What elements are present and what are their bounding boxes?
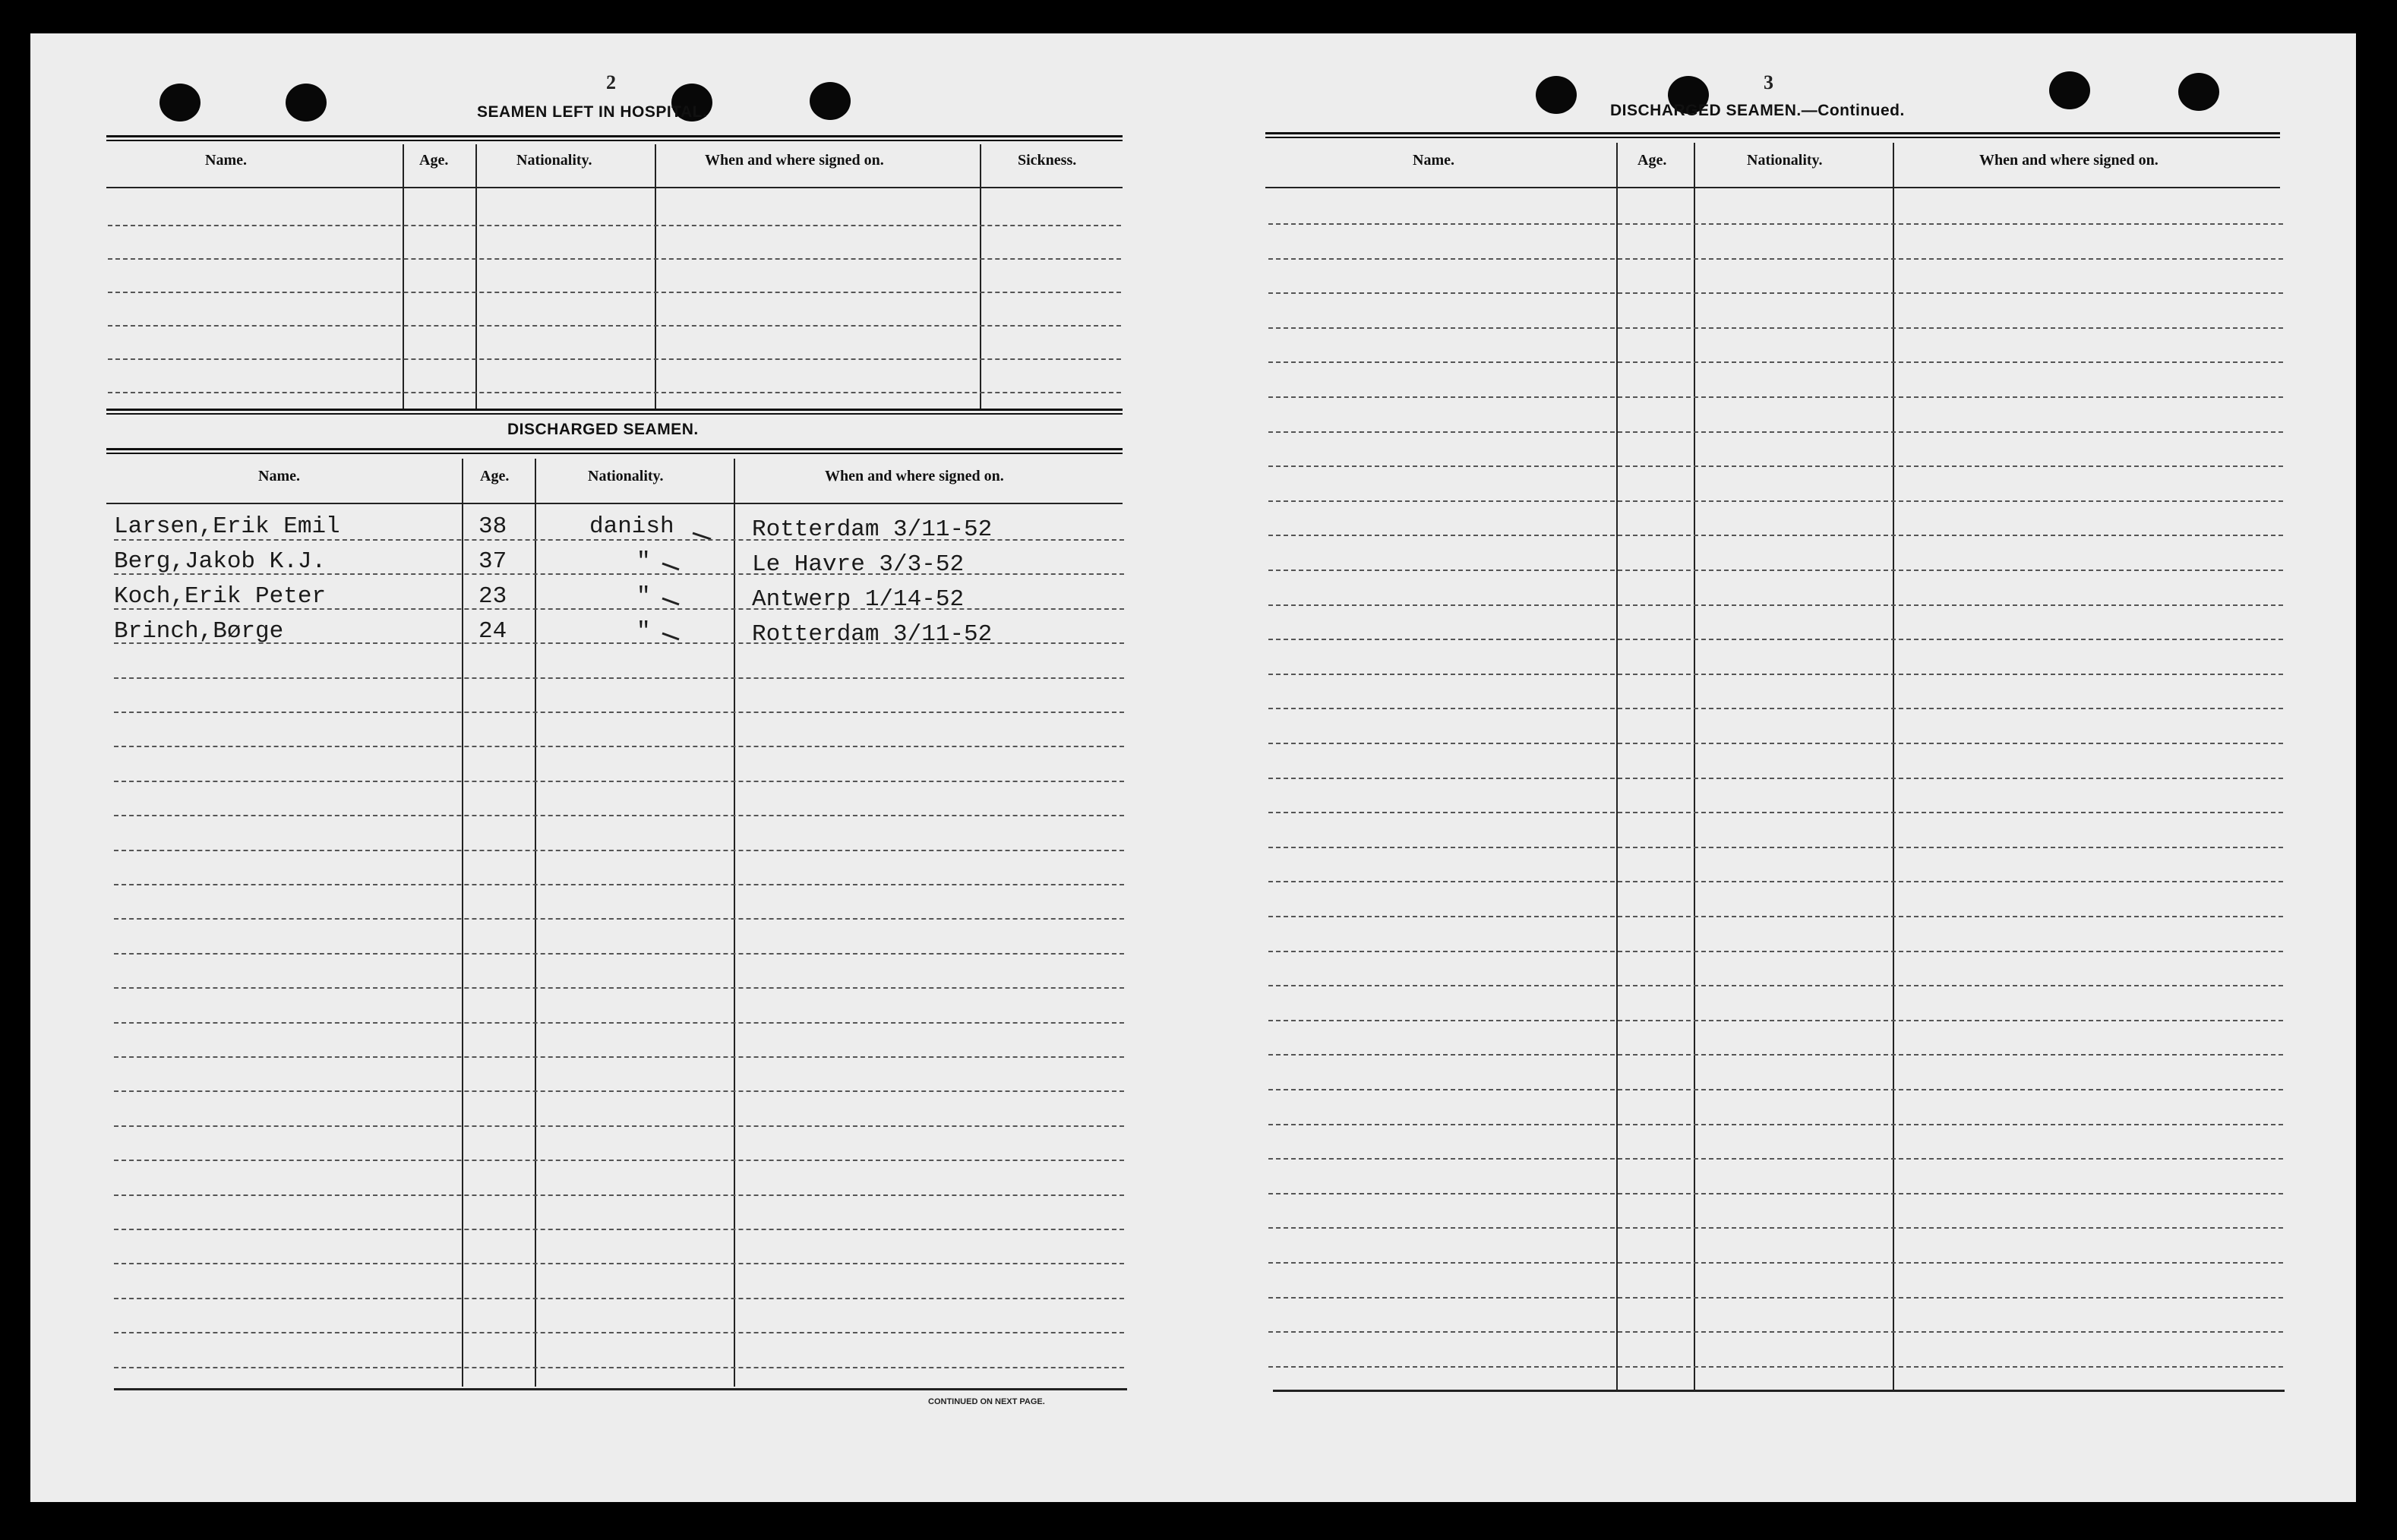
row-line: [1268, 223, 2283, 225]
row-line: [114, 781, 1124, 782]
seaman-age: 38: [478, 513, 507, 540]
discharged-section-title: DISCHARGED SEAMEN.: [507, 421, 699, 438]
col-header-signed-on: When and where signed on.: [705, 152, 884, 169]
row-line: [1268, 847, 2283, 848]
row-line: [114, 1090, 1124, 1092]
seaman-signed-on: Antwerp 1/14-52: [752, 586, 965, 613]
row-line: [114, 850, 1124, 851]
row-line: [1268, 1297, 2283, 1299]
row-line: [114, 608, 1124, 610]
seaman-name: Koch,Erik Peter: [114, 583, 327, 610]
row-line: [1268, 1020, 2283, 1021]
check-mark: [693, 533, 711, 539]
col-header-age: Age.: [480, 468, 510, 484]
row-line: [114, 539, 1124, 541]
hospital-section-title: SEAMEN LEFT IN HOSPITAL.: [477, 103, 708, 121]
col-header-nationality: Nationality.: [1747, 152, 1823, 169]
page-number: 2: [606, 71, 616, 93]
row-line: [1268, 1366, 2283, 1368]
row-line: [1268, 327, 2283, 329]
seaman-nationality: ": [636, 618, 651, 645]
seaman-nationality: ": [636, 548, 651, 575]
col-header-name: Name.: [258, 468, 300, 484]
row-line: [114, 1022, 1124, 1024]
row-line: [1268, 1124, 2283, 1125]
col-header-sickness: Sickness.: [1018, 152, 1077, 169]
row-line: [114, 573, 1124, 575]
row-line: [114, 677, 1124, 679]
rule: [114, 1388, 1127, 1390]
row-line: [1268, 639, 2283, 640]
check-mark: [662, 563, 679, 570]
row-line: [1268, 535, 2283, 536]
row-line: [114, 1229, 1124, 1230]
seaman-signed-on: Rotterdam 3/11-52: [752, 516, 993, 543]
row-line: [1268, 778, 2283, 779]
row-line: [1268, 812, 2283, 813]
row-line: [114, 815, 1124, 816]
col-header-name: Name.: [205, 152, 247, 169]
right-section-title: DISCHARGED SEAMEN.—Continued.: [1610, 102, 1905, 119]
row-line: [1268, 1331, 2283, 1333]
row-line: [1268, 258, 2283, 260]
column-divider: [1616, 143, 1618, 1390]
row-line: [1268, 500, 2283, 502]
col-header-signed-on: When and where signed on.: [825, 468, 1004, 484]
row-line: [114, 1056, 1124, 1058]
row-line: [1268, 1262, 2283, 1264]
rule: [1265, 187, 2280, 188]
check-mark: [662, 633, 679, 639]
continued-note: CONTINUED ON NEXT PAGE.: [928, 1397, 1045, 1406]
seaman-age: 24: [478, 618, 507, 645]
row-line: [114, 1332, 1124, 1333]
row-line: [1268, 881, 2283, 882]
seaman-nationality: ": [636, 583, 651, 610]
row-line: [114, 918, 1124, 920]
row-line: [1268, 570, 2283, 571]
row-line: [1268, 604, 2283, 606]
row-line: [1268, 431, 2283, 433]
row-line: [1268, 674, 2283, 675]
row-line: [114, 1160, 1124, 1161]
row-line: [1268, 1054, 2283, 1056]
row-line: [114, 1367, 1124, 1368]
row-line: [1268, 951, 2283, 952]
row-line: [1268, 1158, 2283, 1160]
col-header-name: Name.: [1413, 152, 1454, 169]
seaman-name: Berg,Jakob K.J.: [114, 548, 327, 575]
seaman-age: 23: [478, 583, 507, 610]
col-header-nationality: Nationality.: [588, 468, 664, 484]
check-mark: [662, 598, 679, 604]
row-line: [114, 642, 1124, 644]
rule: [1273, 1390, 2285, 1392]
row-line: [1268, 743, 2283, 744]
seaman-signed-on: Rotterdam 3/11-52: [752, 621, 993, 648]
column-divider: [1893, 143, 1894, 1390]
row-line: [114, 712, 1124, 713]
seaman-signed-on: Le Havre 3/3-52: [752, 551, 965, 578]
row-line: [114, 953, 1124, 955]
row-line: [114, 1194, 1124, 1196]
row-line: [1268, 465, 2283, 467]
row-line: [1268, 916, 2283, 917]
col-header-age: Age.: [1637, 152, 1667, 169]
row-line: [1268, 1227, 2283, 1229]
row-line: [114, 884, 1124, 885]
row-line: [114, 1298, 1124, 1299]
row-line: [114, 1263, 1124, 1264]
row-line: [114, 746, 1124, 747]
column-divider: [1694, 143, 1695, 1390]
row-line: [1268, 292, 2283, 294]
row-line: [1268, 708, 2283, 709]
col-header-signed-on: When and where signed on.: [1979, 152, 2159, 169]
row-line: [114, 1125, 1124, 1127]
row-line: [1268, 1193, 2283, 1194]
seaman-name: Larsen,Erik Emil: [114, 513, 340, 540]
seaman-nationality: danish: [589, 513, 674, 540]
col-header-age: Age.: [419, 152, 449, 169]
row-line: [1268, 1089, 2283, 1090]
row-line: [114, 987, 1124, 989]
seaman-name: Brinch,Børge: [114, 618, 284, 645]
row-line: [1268, 985, 2283, 986]
row-line: [1268, 361, 2283, 363]
col-header-nationality: Nationality.: [516, 152, 592, 169]
seaman-age: 37: [478, 548, 507, 575]
row-line: [1268, 396, 2283, 398]
page-number: 3: [1764, 71, 1773, 93]
rule: [1265, 132, 2280, 138]
